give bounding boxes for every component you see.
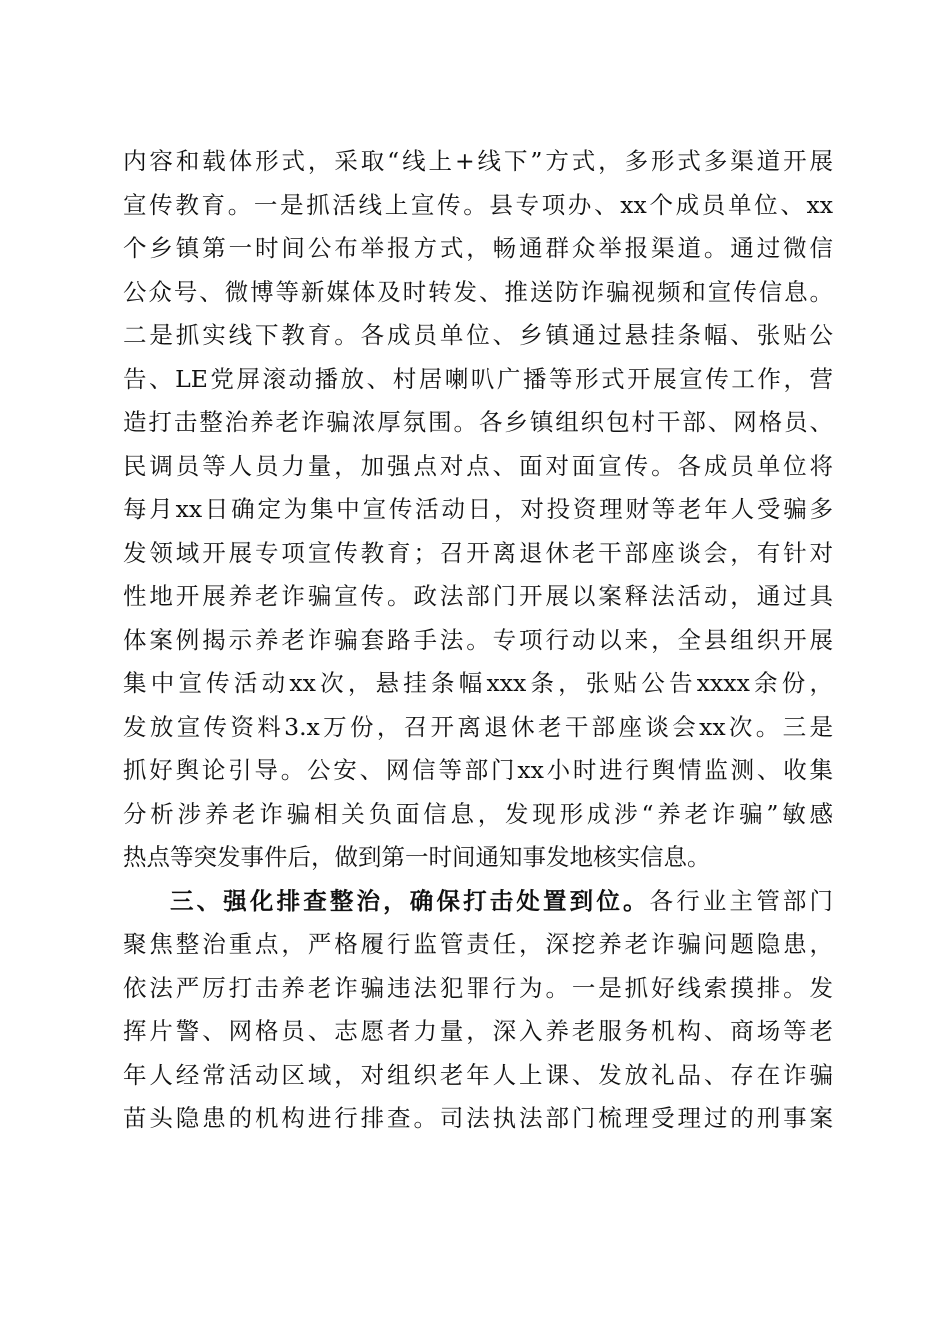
text-line: 民调员等人员力量，加强点对点、面对面宣传。各成员单位将 (123, 451, 833, 480)
text-line: 年人经常活动区域，对组织老年人上课、发放礼品、存在诈骗 (123, 1060, 833, 1089)
text-line: 聚焦整治重点，严格履行监管责任，深挖养老诈骗问题隐患， (123, 930, 833, 958)
text-line: 发领域开展专项宣传教育；召开离退休老干部座谈会，有针对 (123, 538, 833, 567)
paragraph-investigation (123, 880, 833, 1141)
text-line: 内容和载体形式，采取“线上+线下”方式，多形式多渠道开展 (123, 147, 833, 175)
text-line: 性地开展养老诈骗宣传。政法部门开展以案释法活动，通过具 (123, 582, 833, 610)
text-line-first (123, 880, 833, 924)
text-line: 依法严厉打击养老诈骗违法犯罪行为。一是抓好线索摸排。发 (123, 973, 833, 1002)
text-line: 体案例揭示养老诈骗套路手法。专项行动以来，全县组织开展 (123, 625, 833, 654)
text-line: 分析涉养老诈骗相关负面信息，发现形成涉“养老诈骗”敏感 (123, 799, 833, 828)
body-text (123, 140, 833, 1141)
text-line: 告、LE党屏滚动播放、村居喇叭广播等形式开展宣传工作，营 (123, 364, 833, 393)
paragraph-publicity (123, 140, 833, 880)
text-line: 个乡镇第一时间公布举报方式，畅通群众举报渠道。通过微信 (123, 234, 833, 262)
text-line: 苗头隐患的机构进行排查。司法执法部门梳理受理过的刑事案 (123, 1104, 833, 1132)
text-line: 热点等突发事件后，做到第一时间通知事发地核实信息。 (123, 843, 711, 871)
heading-continuation: 各行业主管部门 (649, 886, 833, 915)
text-line: 挥片警、网格员、志愿者力量，深入养老服务机构、商场等老 (123, 1017, 833, 1045)
section-heading: 三、强化排查整治，确保打击处置到位。 (170, 886, 650, 915)
text-line: 造打击整治养老诈骗浓厚氛围。各乡镇组织包村干部、网格员、 (123, 408, 833, 436)
text-line: 公众号、微博等新媒体及时转发、推送防诈骗视频和宣传信息。 (123, 277, 833, 306)
text-line: 每月xx日确定为集中宣传活动日，对投资理财等老年人受骗多 (123, 495, 833, 523)
text-line: 抓好舆论引导。公安、网信等部门xx小时进行舆情监测、收集 (123, 756, 833, 784)
text-line: 集中宣传活动xx次，悬挂条幅xxx条，张贴公告xxxx余份， (123, 669, 833, 697)
text-line: 发放宣传资料3.x万份，召开离退休老干部座谈会xx次。三是 (123, 712, 833, 741)
text-line: 二是抓实线下教育。各成员单位、乡镇通过悬挂条幅、张贴公 (123, 321, 833, 349)
text-line: 宣传教育。一是抓活线上宣传。县专项办、xx个成员单位、xx (123, 190, 833, 219)
